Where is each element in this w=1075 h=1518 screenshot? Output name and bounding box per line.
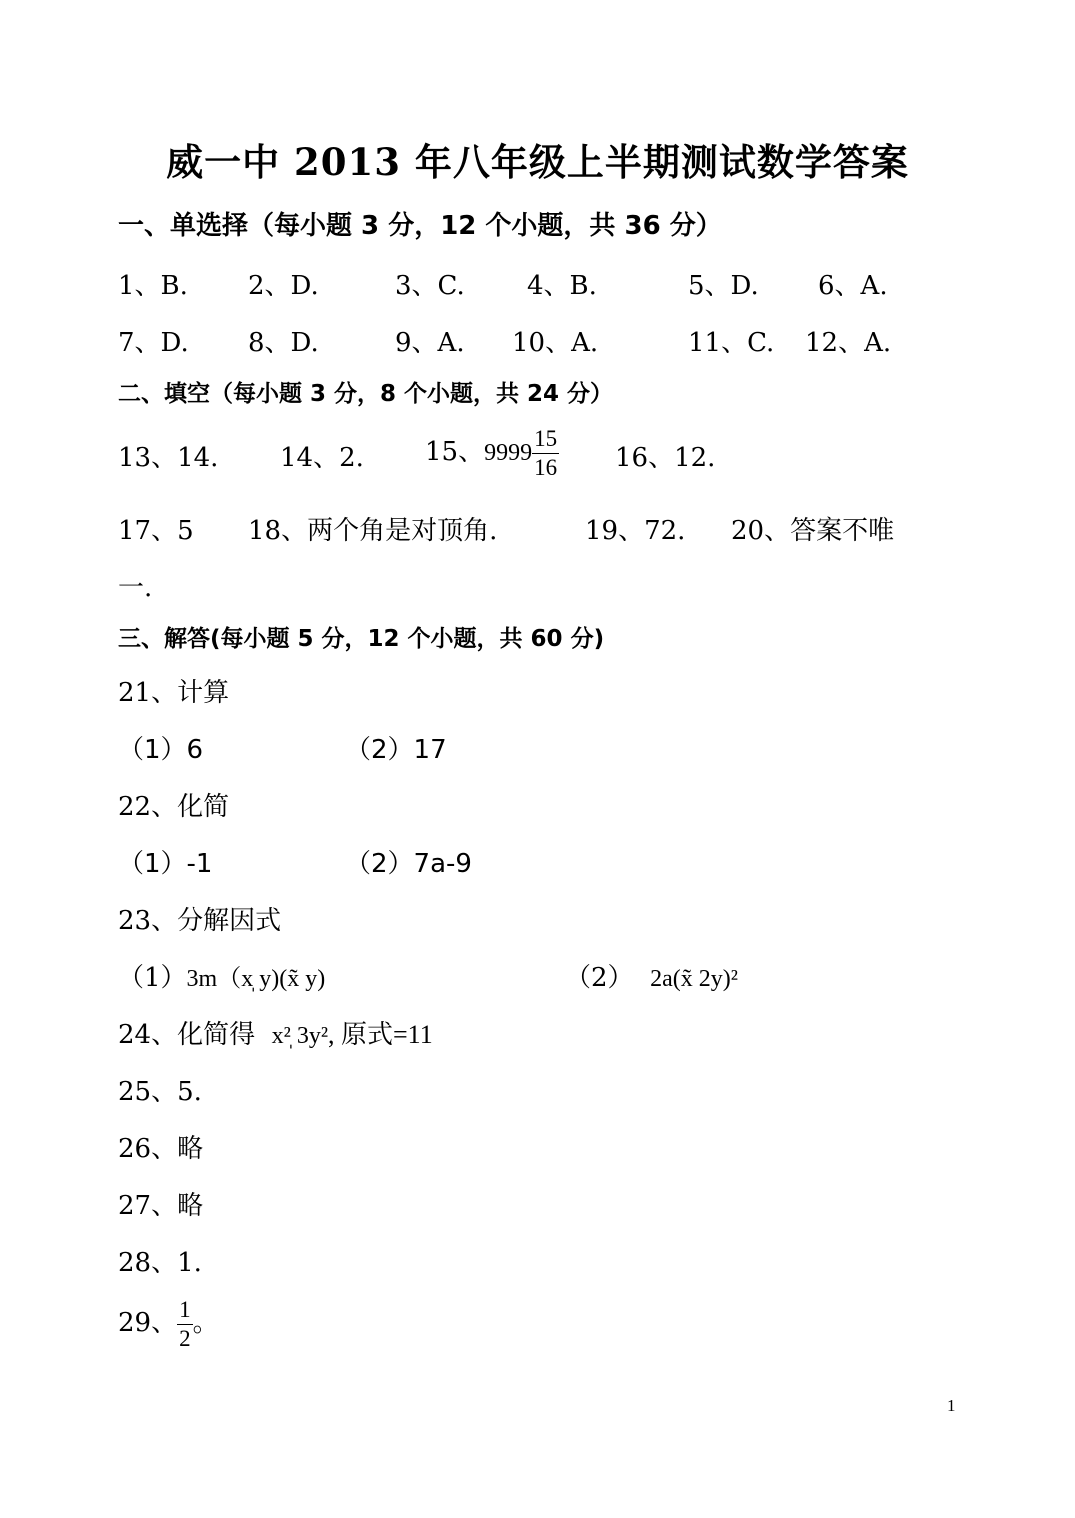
answer-23-part-2-label: （2） <box>565 963 634 993</box>
answer-24 <box>118 1014 433 1051</box>
answer-1: 1、B. <box>118 271 188 301</box>
answer-29-denominator: 2 <box>179 1325 191 1351</box>
answer-23-part-2 <box>565 957 738 994</box>
answer-29-fraction <box>177 1296 193 1352</box>
answer-9: 9、A. <box>395 328 465 358</box>
answer-15-denominator: 16 <box>534 454 558 480</box>
page-number: 1 <box>947 1396 956 1415</box>
answer-6: 6、A. <box>818 271 888 301</box>
answer-27: 27、略 <box>118 1191 204 1221</box>
answer-23-part-1 <box>118 957 325 994</box>
answer-24-expression: x²̩ 3y² <box>271 1023 329 1049</box>
answer-15 <box>425 425 559 481</box>
answer-17: 17、5 <box>118 516 194 546</box>
answer-3: 3、C. <box>395 271 465 301</box>
document-title: 威一中 2013 年八年级上半期测试数学答案 <box>166 140 909 184</box>
answer-29-numerator: 1 <box>177 1296 193 1325</box>
section-1-heading: 一、单选择（每小题 3 分，12 个小题，共 36 分） <box>118 211 722 241</box>
answer-15-fraction <box>532 425 559 481</box>
answer-22-part-2: （2）7a-9 <box>345 849 472 879</box>
answer-15-prefix: 15、 <box>425 437 485 468</box>
section-3-heading: 三、解答(每小题 5 分，12 个小题，共 60 分) <box>118 626 605 652</box>
answer-18: 18、两个角是对顶角. <box>248 516 498 546</box>
answer-4: 4、B. <box>527 271 597 301</box>
answer-20-continued: 一. <box>118 573 153 603</box>
question-23-title: 23、分解因式 <box>118 906 282 936</box>
answer-15-whole: 9999 <box>484 440 533 467</box>
answer-25: 25、5. <box>118 1077 202 1107</box>
answer-2: 2、D. <box>248 271 319 301</box>
answer-29-prefix: 29、 <box>118 1308 178 1339</box>
section-2-heading: 二、填空（每小题 3 分，8 个小题，共 24 分） <box>118 381 614 407</box>
answer-24-result: , 原式=11 <box>328 1020 433 1049</box>
answer-26: 26、略 <box>118 1134 204 1164</box>
answer-20: 20、答案不唯 <box>731 516 895 546</box>
answer-19: 19、72. <box>585 516 686 546</box>
answer-5: 5、D. <box>688 271 759 301</box>
answer-23-part-1-label: （1） <box>118 963 187 993</box>
answer-8: 8、D. <box>248 328 319 358</box>
answer-12: 12、A. <box>805 328 892 358</box>
answer-21-part-1: （1）6 <box>118 735 204 765</box>
answer-11: 11、C. <box>688 328 775 358</box>
question-21-title: 21、计算 <box>118 678 230 708</box>
answer-29 <box>118 1296 219 1352</box>
answer-23-part-2-expression: 2a(x̃ 2y)² <box>650 966 738 992</box>
answer-23-part-1-expression: 3m（x̩ y)(x̃ y) <box>186 966 326 992</box>
answer-7: 7、D. <box>118 328 189 358</box>
answer-22-part-1: （1）-1 <box>118 849 213 879</box>
answer-10: 10、A. <box>512 328 599 358</box>
answer-13: 13、14. <box>118 443 219 473</box>
answer-15-numerator: 15 <box>532 425 559 454</box>
answer-16: 16、12. <box>615 443 716 473</box>
question-22-title: 22、化简 <box>118 792 230 822</box>
answer-21-part-2: （2）17 <box>345 735 447 765</box>
answer-29-suffix: 。 <box>192 1308 219 1339</box>
answer-24-prefix: 24、化简得 <box>118 1020 256 1050</box>
answer-28: 28、1. <box>118 1248 202 1278</box>
answer-14: 14、2. <box>280 443 364 473</box>
